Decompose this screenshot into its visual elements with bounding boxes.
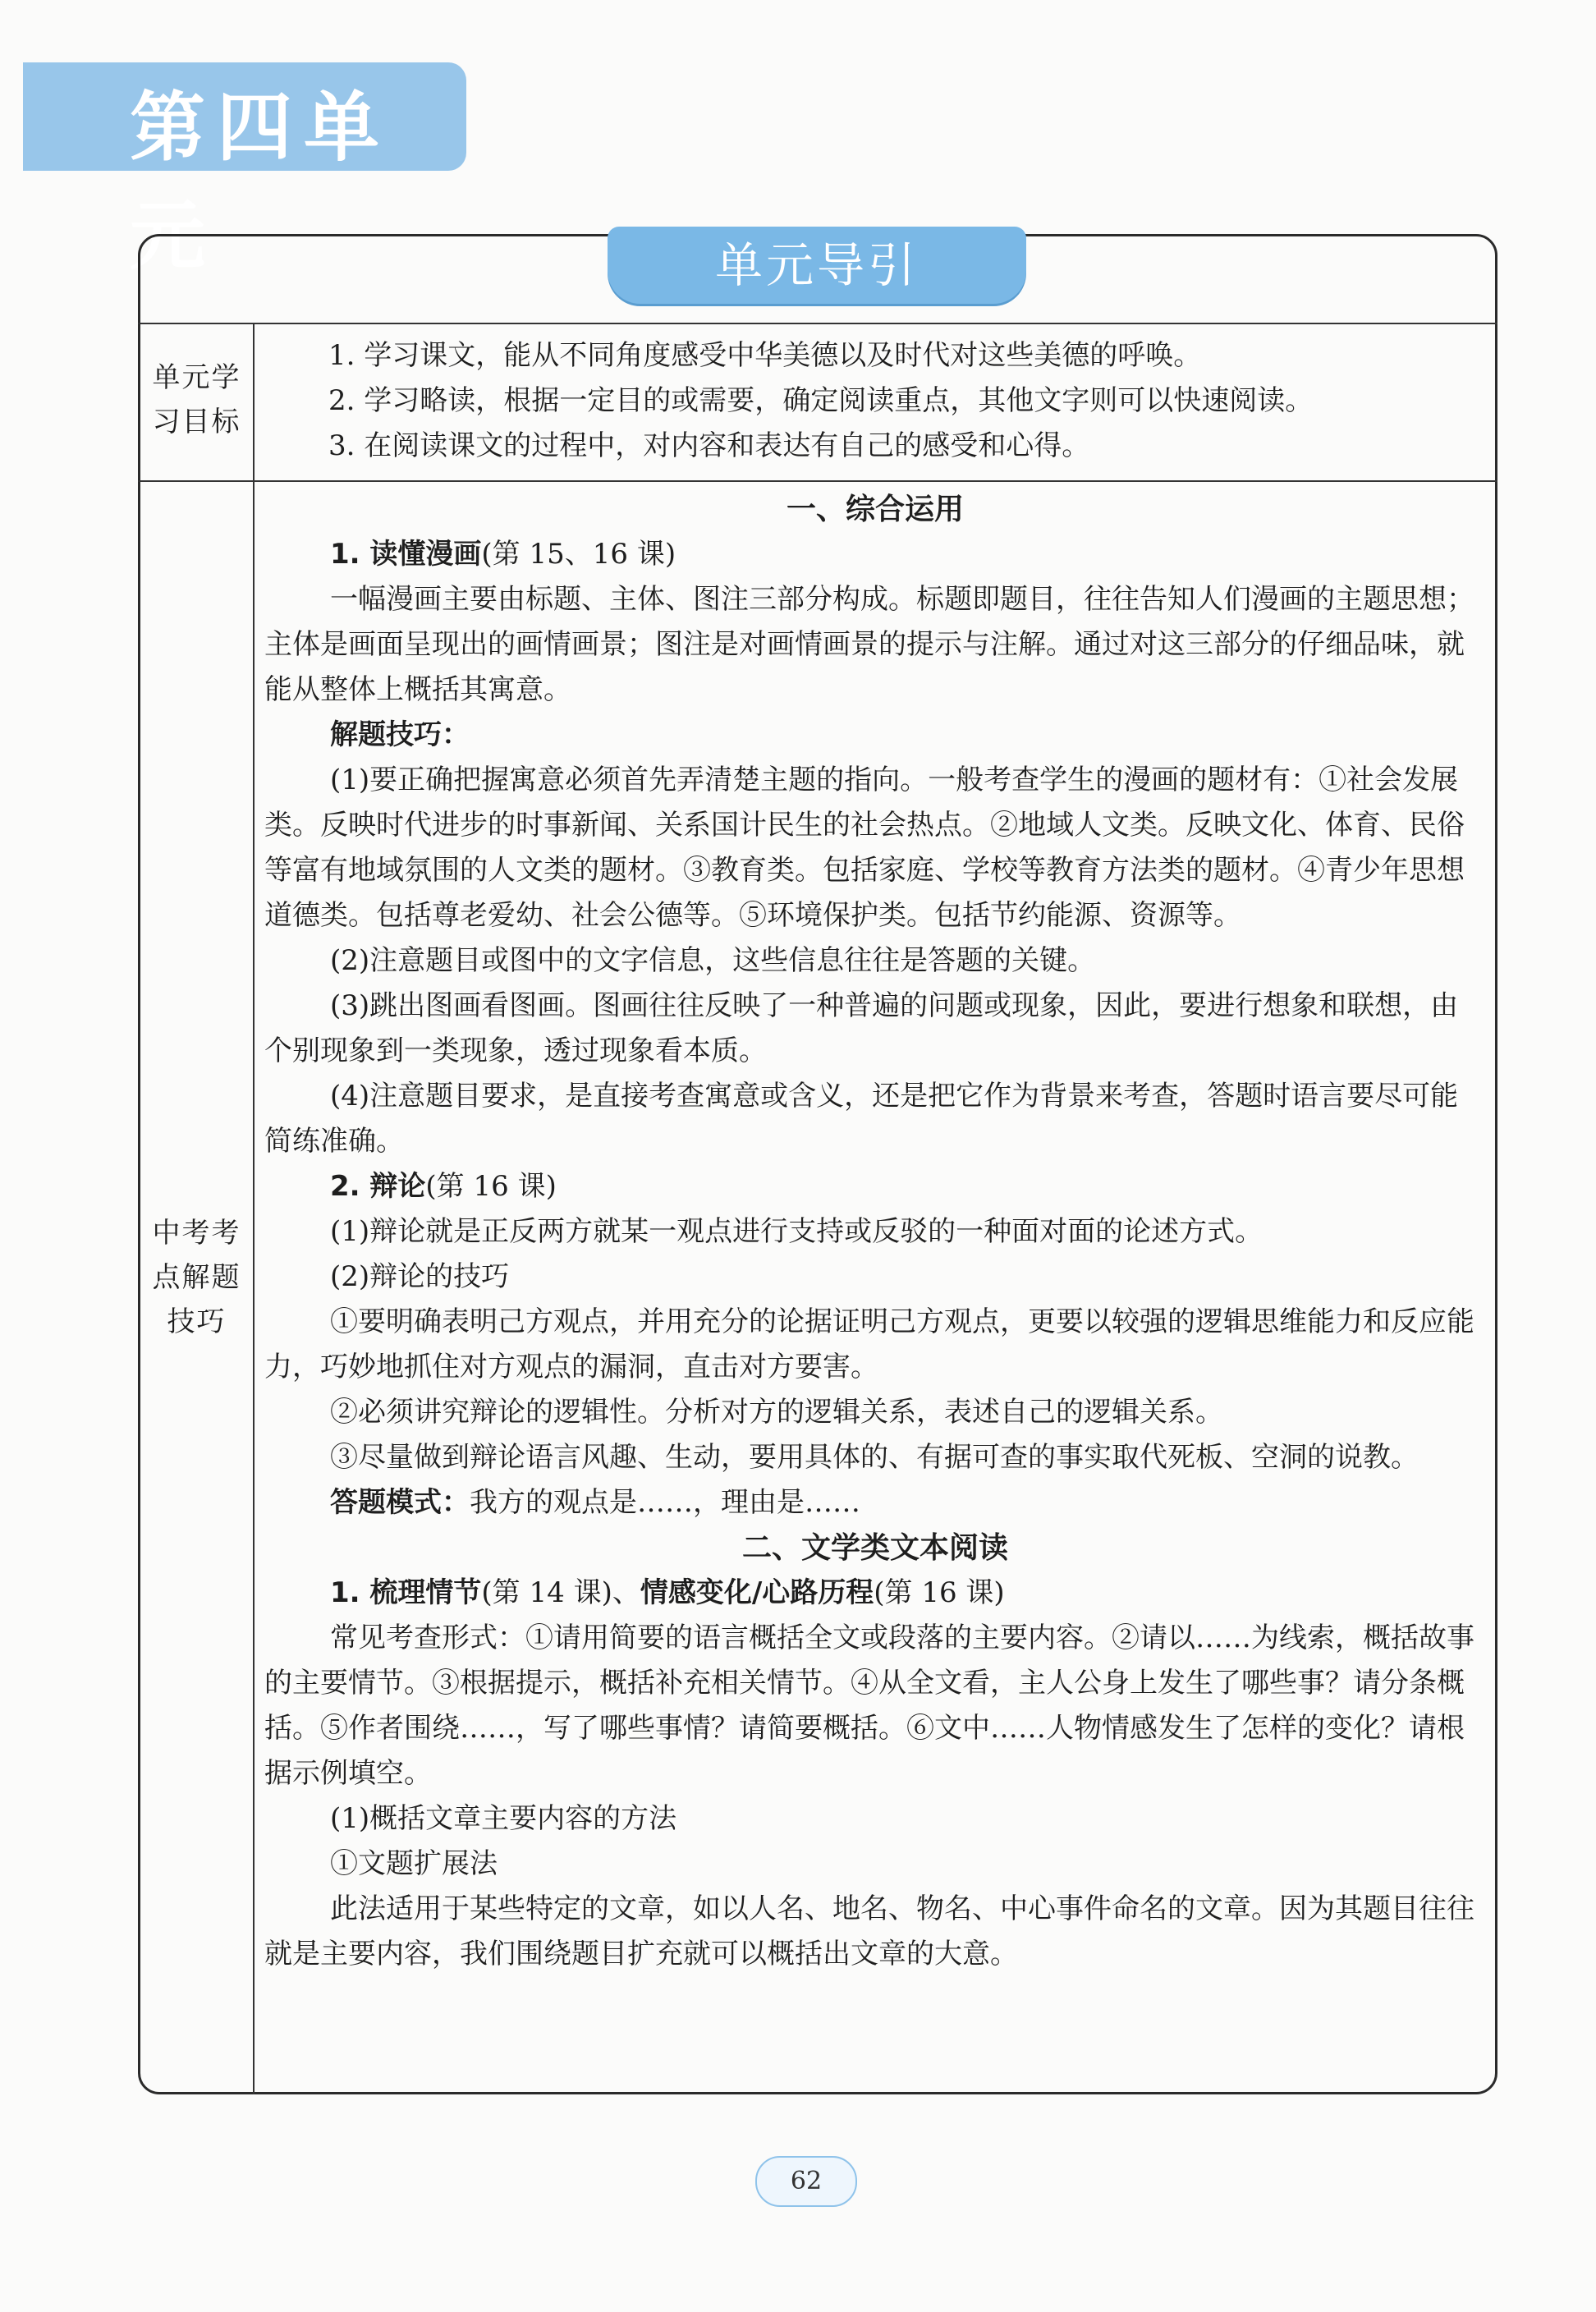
answer-model: 答题模式：我方的观点是……，理由是…… — [330, 1486, 860, 1519]
section-title: 二、文学类文本阅读 — [741, 1531, 1008, 1565]
unit-title: 第四单元 — [130, 84, 392, 280]
paragraph: ③尽量做到辩论语言风趣、生动，要用具体的、有据可查的事实取代死板、空洞的说教。 — [330, 1441, 1419, 1474]
section-title: 一、综合运用 — [786, 493, 964, 526]
goals-list — [328, 333, 1478, 469]
table-divider-top — [138, 323, 1497, 324]
paragraph: (1)要正确把握寓意必须首先弄清楚主题的指向。一般考查学生的漫画的题材有：①社会发展类。反映时代进步的时事新闻、关系国计民生的社会热点。②地域人文类。反映文化、体育、民俗等富有地域氛围的人文类的题材。③教育类。包括家庭、学校等教育方法类的题材。④青少年思想道德类。包括尊老爱幼、社会公德等。⑤环境保护类。包括节约能源、资源等。 — [264, 764, 1465, 932]
paragraph: (1)辩论就是正反两方就某一观点进行支持或反驳的一种面对面的论述方式。 — [330, 1215, 1264, 1248]
paragraph: ②必须讲究辩论的逻辑性。分析对方的逻辑关系，表述自己的逻辑关系。 — [330, 1396, 1223, 1429]
guide-title: 单元导引 — [608, 227, 1026, 304]
table-column-divider — [253, 323, 255, 2094]
page-number: 62 — [755, 2156, 857, 2207]
table-divider-middle — [138, 480, 1497, 482]
paragraph: ①文题扩展法 — [330, 1847, 498, 1880]
goals-label: 单元学 习目标 — [152, 361, 241, 438]
skills-label: 中考考 点解题 技巧 — [152, 1217, 241, 1338]
unit-title-banner — [23, 62, 466, 280]
paragraph: 一幅漫画主要由标题、主体、图注三部分构成。标题即题目，往往告知人们漫画的主题思想；主体是画面呈现出的画情画景；图注是对画情画景的提示与注解。通过对这三部分的仔细品味，就能从整体上概括其寓意。 — [264, 583, 1474, 706]
paragraph: 此法适用于某些特定的文章，如以人名、地名、物名、中心事件命名的文章。因为其题目往往就是主要内容，我们围绕题目扩充就可以概括出文章的大意。 — [264, 1892, 1474, 1970]
paragraph: (2)辩论的技巧 — [330, 1260, 510, 1293]
paragraph: (2)注意题目或图中的文字信息，这些信息往往是答题的关键。 — [330, 944, 1096, 977]
paragraph: ①要明确表明己方观点，并用充分的论据证明己方观点，更要以较强的逻辑思维能力和反应能力，巧妙地抓住对方观点的漏洞，直击对方要害。 — [264, 1305, 1474, 1383]
tips-label: 解题技巧： — [330, 718, 470, 751]
skills-content — [264, 487, 1486, 1977]
paragraph: (3)跳出图画看图画。图画往往反映了一种普遍的问题或现象，因此，要进行想象和联想，由个别现象到一类现象，透过现象看本质。 — [264, 989, 1459, 1067]
goal-item: 2. 学习略读，根据一定目的或需要，确定阅读重点，其他文字则可以快速阅读。 — [328, 384, 1314, 417]
paragraph: (1)概括文章主要内容的方法 — [330, 1802, 677, 1835]
subsection-heading: 2. 辩论(第 16 课) — [330, 1170, 557, 1203]
subsection-heading: 1. 读懂漫画(第 15、16 课) — [330, 538, 676, 571]
subsection-heading: 1. 梳理情节(第 14 课)、情感变化/心路历程(第 16 课) — [330, 1576, 1005, 1609]
goal-item: 1. 学习课文，能从不同角度感受中华美德以及时代对这些美德的呼唤。 — [328, 339, 1202, 372]
paragraph: 常见考查形式：①请用简要的语言概括全文或段落的主要内容。②请以……为线索，概括故事的主要情节。③根据提示，概括补充相关情节。④从全文看，主人公身上发生了哪些事？请分条概括。⑤作者围绕……，写了哪些事情？请简要概括。⑥文中……人物情感发生了怎样的变化？请根据示例填空。 — [264, 1622, 1474, 1790]
goal-item: 3. 在阅读课文的过程中，对内容和表达有自己的感受和心得。 — [328, 429, 1090, 462]
paragraph: (4)注意题目要求，是直接考查寓意或含义，还是把它作为背景来考查，答题时语言要尽可能简练准确。 — [264, 1080, 1459, 1158]
